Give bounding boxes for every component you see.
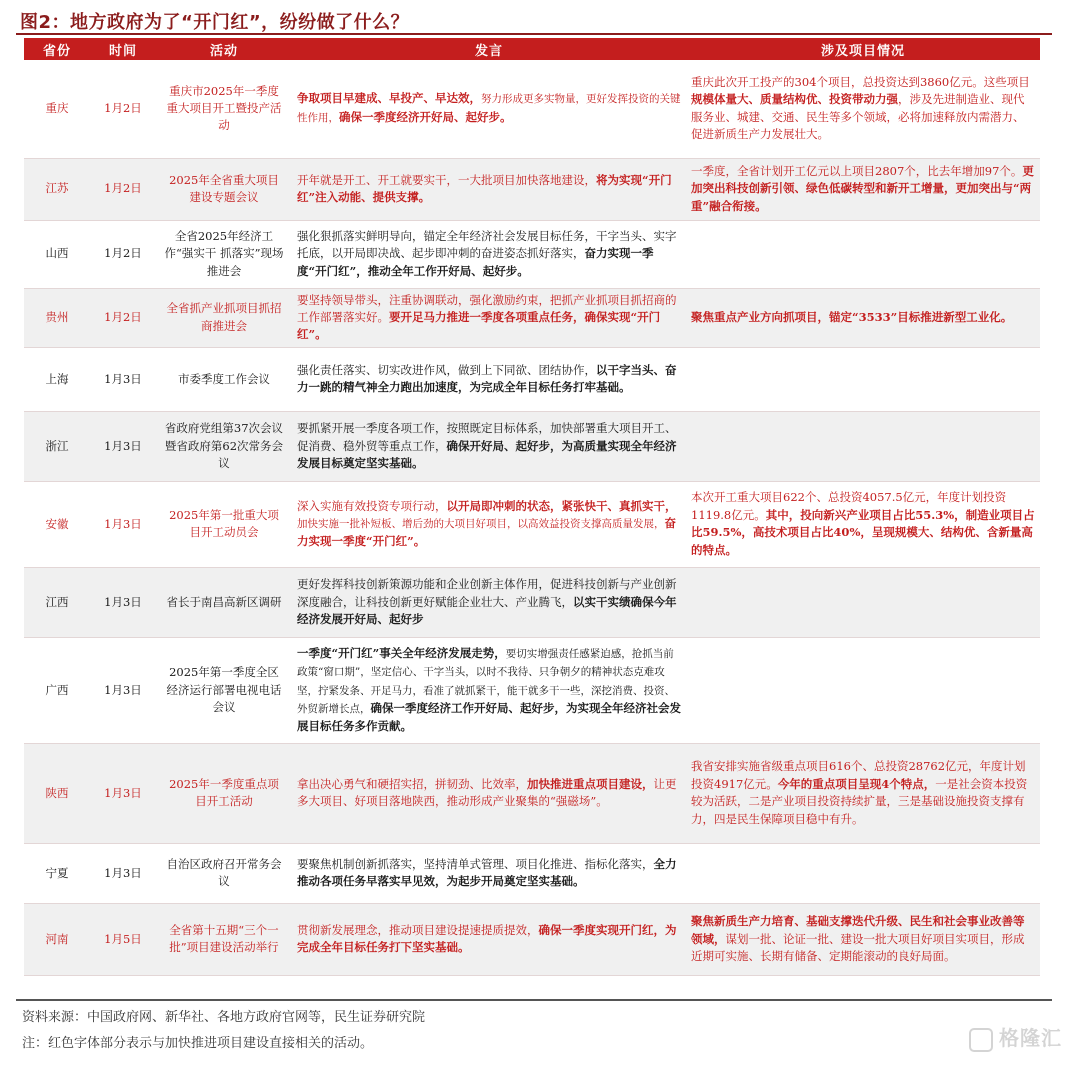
speech-segment: 以开局即冲刺的状态，紧张快干、真抓实干， <box>446 498 677 513</box>
speech-cell <box>292 220 686 288</box>
speech-segment: 加快实施一批补短板、增后劲的大项目好项目，以高效益投资支撑高质量发展， <box>297 518 665 531</box>
date-cell: 1月3日 <box>90 843 156 903</box>
speech-segment: 更好发挥科技创新策源功能和企业创新主体作用，促进科技创新与产业创新深度融合，让科技创新更好赋能企业壮大、产业腾飞， <box>297 577 677 609</box>
table-header-row <box>24 38 1040 60</box>
speech-segment: 要坚持领导带头，注重协调联动，强化激励约束，把抓产业抓项目抓招商的工作部署落实好。 <box>297 292 677 324</box>
date-cell: 1月2日 <box>90 158 156 220</box>
province-cell: 山西 <box>24 220 90 288</box>
activity-cell: 2025年一季度重点项目开工活动 <box>156 743 292 843</box>
speech-segment: 深入实施有效投资专项行动， <box>297 498 447 513</box>
speech-segment: 奋力实现一季度“开门红”，推动全年工作开好局、起好步。 <box>297 246 654 278</box>
date-cell: 1月3日 <box>90 567 156 637</box>
activity-cell: 全省2025年经济工作“强实干 抓落实”现场推进会 <box>156 220 292 288</box>
province-cell: 江苏 <box>24 158 90 220</box>
table-row <box>24 220 1040 288</box>
activity-cell: 全省抓产业抓项目抓招商推进会 <box>156 288 292 347</box>
speech-segment: 全力推动各项任务早落实早见效，为起步开局奠定坚实基础。 <box>297 856 677 889</box>
projects-cell <box>686 411 1040 481</box>
activity-cell: 省长于南昌高新区调研 <box>156 567 292 637</box>
speech-cell <box>292 743 686 843</box>
table-row <box>24 903 1040 975</box>
projects-cell <box>686 60 1040 158</box>
header-speech: 发言 <box>292 38 686 60</box>
date-cell: 1月3日 <box>90 411 156 481</box>
speech-cell <box>292 411 686 481</box>
speech-cell <box>292 347 686 411</box>
speech-segment: 加快推进重点项目建设， <box>527 776 654 791</box>
speech-cell <box>292 158 686 220</box>
projects-cell <box>686 567 1040 637</box>
speech-cell <box>292 60 686 158</box>
color-note: 注：红色字体部分表示与加快推进项目建设直接相关的活动。 <box>22 1036 374 1051</box>
province-cell: 重庆 <box>24 60 90 158</box>
watermark-text: 格隆汇 <box>999 1026 1062 1050</box>
speech-cell <box>292 637 686 743</box>
speech-cell <box>292 567 686 637</box>
speech-segment: 争取项目早建成、早投产、早达效， <box>297 91 481 106</box>
table-row <box>24 567 1040 637</box>
projects-segment: 我省安排实施省级重点项目616个、总投资28762亿元，年度计划投资4917亿元。 <box>691 759 1026 791</box>
province-cell: 安徽 <box>24 481 90 567</box>
speech-segment: 要抓紧开展一季度各项工作，按照既定目标体系，加快部署重大项目开工、促消费、稳外贸等重点工作， <box>297 421 677 453</box>
header-activity: 活动 <box>156 38 292 60</box>
table-row <box>24 158 1040 220</box>
header-date: 时间 <box>90 38 156 60</box>
speech-segment: 贯彻新发展理念，推动项目建设提速提质提效， <box>297 922 539 937</box>
policy-table <box>24 38 1040 976</box>
speech-segment: 以实干实绩确保今年经济发展开好局、起好步 <box>297 594 677 626</box>
projects-segment: 规模体量大、质量结构优、投资带动力强 <box>691 92 898 107</box>
speech-cell <box>292 843 686 903</box>
projects-cell <box>686 347 1040 411</box>
projects-segment: 重庆此次开工投产的304个项目，总投资达到3860亿元。这些项目 <box>691 74 1030 89</box>
date-cell: 1月5日 <box>90 903 156 975</box>
speech-segment: 确保开好局、起好步，为高质量实现全年经济发展目标奠定坚实基础。 <box>297 438 677 470</box>
speech-segment: 以干字当头、奋力一跳的精气神全力跑出加速度，为完成全年目标任务打牢基础。 <box>297 362 677 395</box>
date-cell: 1月2日 <box>90 60 156 158</box>
date-cell: 1月3日 <box>90 637 156 743</box>
speech-segment: 强化狠抓落实鲜明导向，锚定全年经济社会发展目标任务，干字当头、实字托底，以开局即决战、起步即冲刺的奋进姿态抓好落实， <box>297 228 677 261</box>
speech-segment: 要聚焦机制创新抓落实，坚持清单式管理、项目化推进、指标化落实， <box>297 856 654 871</box>
speech-cell <box>292 481 686 567</box>
table-row <box>24 743 1040 843</box>
projects-segment: 聚焦重点产业方向抓项目，锚定“3533”目标推进新型工业化。 <box>691 309 1013 324</box>
header-province: 省份 <box>24 38 90 60</box>
table-row <box>24 843 1040 903</box>
activity-cell: 重庆市2025年一季度重大项目开工暨投产活动 <box>156 60 292 158</box>
table-row <box>24 288 1040 347</box>
watermark-logo-icon <box>969 1028 993 1052</box>
table-row <box>24 411 1040 481</box>
speech-segment: 拿出决心勇气和硬招实招，拼韧劲、比效率， <box>297 776 527 791</box>
activity-cell: 省政府党组第37次会议暨省政府第62次常务会议 <box>156 411 292 481</box>
speech-segment: 奋力实现一季度“开门红”。 <box>297 516 676 549</box>
speech-segment: 努力形成更多实物量，更好发挥投资的关键性作用， <box>297 93 681 124</box>
table-row <box>24 481 1040 567</box>
projects-segment: ，涉及先进制造业、现代服务业、城建、交通、民生等多个领域，必将加速释放内需潜力、促进新质生产力发展壮大。 <box>691 92 1025 142</box>
projects-segment: 谋划一批、论证一批、建设一批大项目好项目实项目，形成近期可实施、长期有储备、定期能滚动的良好局面。 <box>691 931 1025 963</box>
speech-segment: 确保一季度经济工作开好局、起好步，为实现全年经济社会发展目标任务多作贡献。 <box>297 700 681 734</box>
projects-cell <box>686 158 1040 220</box>
header-projects: 涉及项目情况 <box>686 38 1040 60</box>
watermark <box>969 1022 1062 1052</box>
projects-segment: 聚焦新质生产力培育、基础支撑迭代升级、民生和社会事业改善等领域， <box>691 914 1025 946</box>
table-body <box>24 60 1040 975</box>
speech-segment: 要切实增强责任感紧迫感，抢抓当前政策“窗口期”，坚定信心、干字当头，以时不我待、只争朝夕的精神状态克难攻坚，拧紧发条、开足马力，看准了就抓紧干，能干就多干一些，深挖消费、投资、外贸新增长点， <box>297 647 675 715</box>
speech-cell <box>292 903 686 975</box>
figure-title: 图2：地方政府为了“开门红”，纷纷做了什么？ <box>20 12 410 33</box>
speech-segment: 强化责任落实、切实改进作风，做到上下同欲、团结协作， <box>297 362 596 377</box>
projects-cell <box>686 288 1040 347</box>
projects-cell <box>686 481 1040 567</box>
speech-cell <box>292 288 686 347</box>
speech-segment: 开年就是开工、开工就要实干，一大批项目加快落地建设， <box>297 172 596 187</box>
speech-segment: 要开足马力推进一季度各项重点任务，确保实现“开门红”。 <box>297 309 661 342</box>
projects-segment: 一季度，全省计划开工亿元以上项目2807个，比去年增加97个。 <box>691 163 1023 178</box>
projects-cell <box>686 903 1040 975</box>
speech-segment: 一季度“开门红”事关全年经济发展走势， <box>297 645 506 660</box>
activity-cell: 2025年全省重大项目建设专题会议 <box>156 158 292 220</box>
projects-segment: 今年的重点项目呈现4个特点， <box>777 776 936 791</box>
projects-cell <box>686 743 1040 843</box>
date-cell: 1月2日 <box>90 288 156 347</box>
table-row <box>24 637 1040 743</box>
projects-cell <box>686 220 1040 288</box>
province-cell: 浙江 <box>24 411 90 481</box>
activity-cell: 2025年第一季度全区经济运行部署电视电话会议 <box>156 637 292 743</box>
table-row <box>24 60 1040 158</box>
projects-segment: 其中，投向新兴产业项目占比55.3%，制造业项目占比59.5%，高技术项目占比40%，呈现规模大、结构优、含新量高的特点。 <box>691 507 1035 557</box>
projects-cell <box>686 843 1040 903</box>
activity-cell: 自治区政府召开常务会议 <box>156 843 292 903</box>
table-row <box>24 347 1040 411</box>
date-cell: 1月3日 <box>90 347 156 411</box>
date-cell: 1月3日 <box>90 481 156 567</box>
speech-segment: 让更多大项目、好项目落地陕西，推动形成产业聚集的“强磁场”。 <box>297 776 677 809</box>
province-cell: 江西 <box>24 567 90 637</box>
projects-segment: 本次开工重大项目622个、总投资4057.5亿元，年度计划投资1119.8亿元。 <box>691 490 1007 522</box>
date-cell: 1月2日 <box>90 220 156 288</box>
province-cell: 上海 <box>24 347 90 411</box>
projects-segment: 更加突出科技创新引领、绿色低碳转型和新开工增量，更加突出与“两重”融合衔接。 <box>691 163 1034 213</box>
province-cell: 广西 <box>24 637 90 743</box>
speech-segment: 将为实现“开门红”注入动能、提供支撑。 <box>297 172 672 204</box>
bottom-rule <box>16 999 1052 1001</box>
activity-cell: 全省第十五期“三个一批”项目建设活动举行 <box>156 903 292 975</box>
province-cell: 宁夏 <box>24 843 90 903</box>
projects-cell <box>686 637 1040 743</box>
activity-cell: 市委季度工作会议 <box>156 347 292 411</box>
date-cell: 1月3日 <box>90 743 156 843</box>
source-note: 资料来源：中国政府网、新华社、各地方政府官网等，民生证券研究院 <box>22 1010 426 1025</box>
province-cell: 贵州 <box>24 288 90 347</box>
province-cell: 陕西 <box>24 743 90 843</box>
top-rule <box>16 33 1052 35</box>
activity-cell: 2025年第一批重大项目开工动员会 <box>156 481 292 567</box>
speech-segment: 确保一季度经济开好局、起好步。 <box>339 109 512 124</box>
province-cell: 河南 <box>24 903 90 975</box>
projects-segment: 一是社会资本投资较为活跃，二是产业项目投资持续扩量，三是基础设施投资支撑有力，四是民生保障项目稳中有升。 <box>691 776 1028 826</box>
speech-segment: 确保一季度实现开门红，为完成全年目标任务打下坚实基础。 <box>297 922 677 955</box>
